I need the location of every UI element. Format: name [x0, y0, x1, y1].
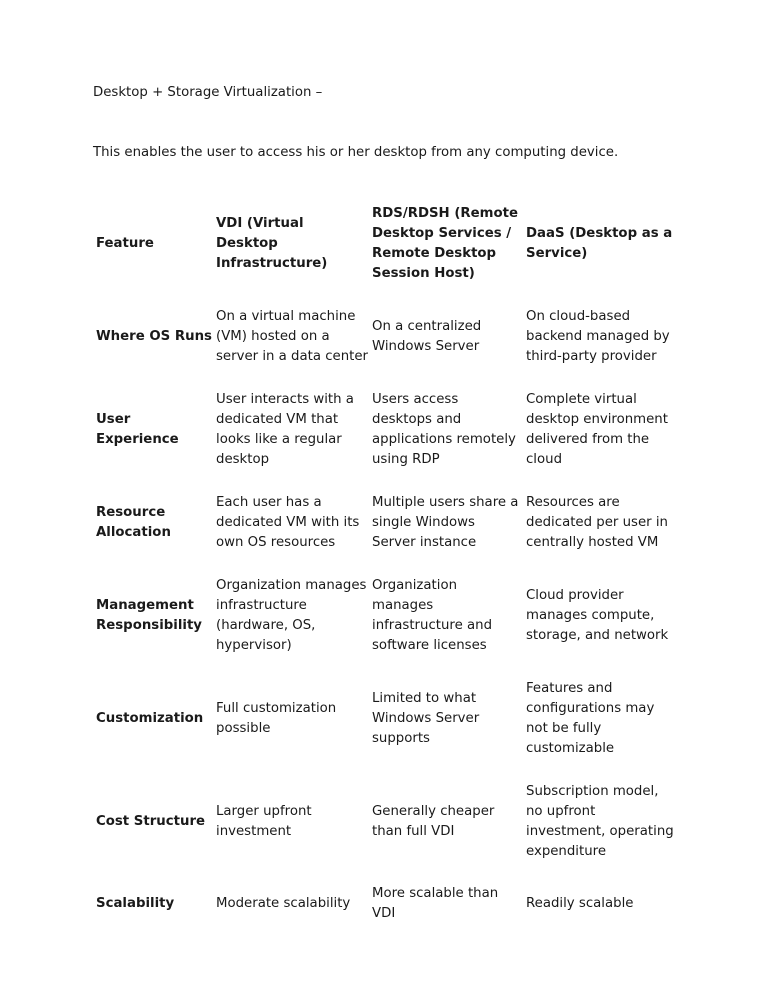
cell-rds: On a centralized Windows Server	[372, 319, 482, 354]
cell-rds: Organization manages infrastructure and software licenses	[372, 578, 493, 653]
cell-daas: Complete virtual desktop environment delivered from the cloud	[526, 392, 668, 467]
row-feature: User Experience	[96, 412, 179, 447]
cell-rds: More scalable than VDI	[372, 886, 499, 921]
cell-daas: Features and configurations may not be fully customizable	[526, 681, 655, 756]
cell-vdi: Moderate scalability	[216, 896, 351, 911]
row-feature: Scalability	[96, 896, 175, 911]
row-feature: Where OS Runs	[96, 329, 212, 344]
table-row	[92, 483, 678, 566]
header-rds: RDS/RDSH (Remote Desktop Services / Remote Desktop Session Host)	[372, 206, 519, 281]
document-heading: Desktop + Storage Virtualization –	[93, 85, 323, 100]
cell-vdi: Full customization possible	[216, 701, 337, 736]
cell-daas: Readily scalable	[526, 896, 634, 911]
row-feature: Resource Allocation	[96, 505, 171, 540]
header-feature: Feature	[96, 236, 154, 251]
table-header-row	[92, 202, 678, 296]
cell-vdi: Organization manages infrastructure (hardware, OS, hypervisor)	[216, 578, 367, 653]
header-daas: DaaS (Desktop as a Service)	[526, 226, 673, 261]
cell-vdi: Larger upfront investment	[216, 804, 312, 839]
table-row	[92, 296, 678, 379]
row-feature: Customization	[96, 711, 204, 726]
cell-rds: Multiple users share a single Windows Server instance	[372, 495, 519, 550]
cell-daas: On cloud-based backend managed by third-party provider	[526, 309, 670, 364]
cell-vdi: Each user has a dedicated VM with its own OS resources	[216, 495, 360, 550]
cell-daas: Cloud provider manages compute, storage, and network	[526, 588, 669, 643]
cell-rds: Generally cheaper than full VDI	[372, 804, 495, 839]
row-feature: Cost Structure	[96, 814, 206, 829]
table-row	[92, 566, 678, 669]
cell-rds: Limited to what Windows Server supports	[372, 691, 480, 746]
cell-rds: Users access desktops and applications remotely using RDP	[372, 392, 516, 467]
cell-daas: Subscription model, no upfront investment, operating expenditure	[526, 784, 674, 859]
row-feature: Management Responsibility	[96, 598, 202, 633]
intro-paragraph: This enables the user to access his or her desktop from any computing device.	[93, 145, 619, 160]
cell-vdi: On a virtual machine (VM) hosted on a server in a data center	[216, 309, 368, 364]
table-row	[92, 771, 678, 874]
table-row	[92, 874, 678, 936]
table-row	[92, 669, 678, 771]
cell-vdi: User interacts with a dedicated VM that looks like a regular desktop	[216, 392, 354, 467]
table-row	[92, 379, 678, 483]
header-vdi: VDI (Virtual Desktop Infrastructure)	[216, 216, 328, 271]
comparison-table	[92, 202, 678, 936]
cell-daas: Resources are dedicated per user in centrally hosted VM	[526, 495, 668, 550]
